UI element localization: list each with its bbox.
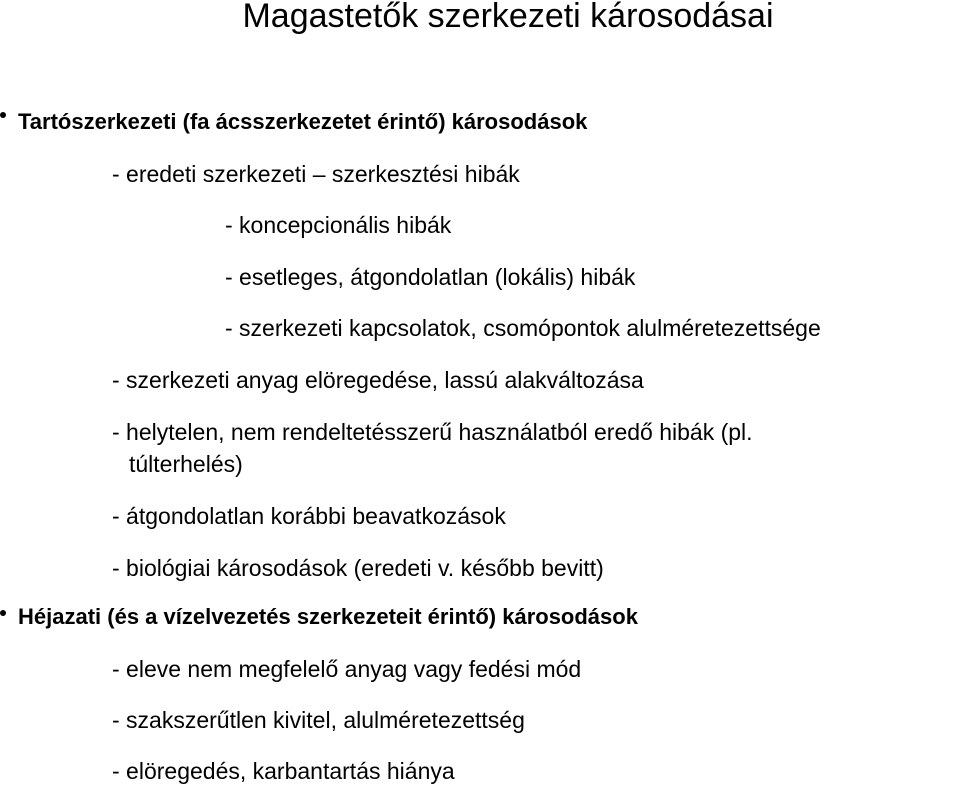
- list-item: - szerkezeti anyag elöregedése, lassú alakváltozása: [112, 367, 644, 393]
- list-item: - esetleges, átgondolatlan (lokális) hibák: [225, 264, 636, 290]
- bullet-dot: [0, 112, 6, 118]
- section-heading-structural: Tartószerkezeti (fa ácsszerkezetet érintő) károsodások: [18, 109, 588, 134]
- list-item: - szakszerűtlen kivitel, alulméretezettség: [112, 707, 525, 733]
- list-item: - biológiai károsodások (eredeti v. később bevitt): [112, 555, 604, 581]
- bullet-dot: [0, 610, 6, 616]
- list-item: - koncepcionális hibák: [225, 212, 452, 238]
- list-item: - eredeti szerkezeti – szerkesztési hibák: [112, 161, 520, 187]
- list-item-continuation: túlterhelés): [129, 451, 243, 477]
- list-item: - szerkezeti kapcsolatok, csomópontok alulméretezettsége: [225, 315, 821, 341]
- list-item: - helytelen, nem rendeltetésszerű használatból eredő hibák (pl.: [112, 419, 753, 445]
- list-item: - átgondolatlan korábbi beavatkozások: [112, 503, 506, 529]
- section-heading-roofing: Héjazati (és a vízelvezetés szerkezeteit érintő) károsodások: [18, 604, 638, 629]
- page-title: Magastetők szerkezeti károsodásai: [242, 0, 774, 35]
- list-item: - elöregedés, karbantartás hiánya: [112, 758, 455, 784]
- list-item: - eleve nem megfelelő anyag vagy fedési mód: [112, 656, 582, 682]
